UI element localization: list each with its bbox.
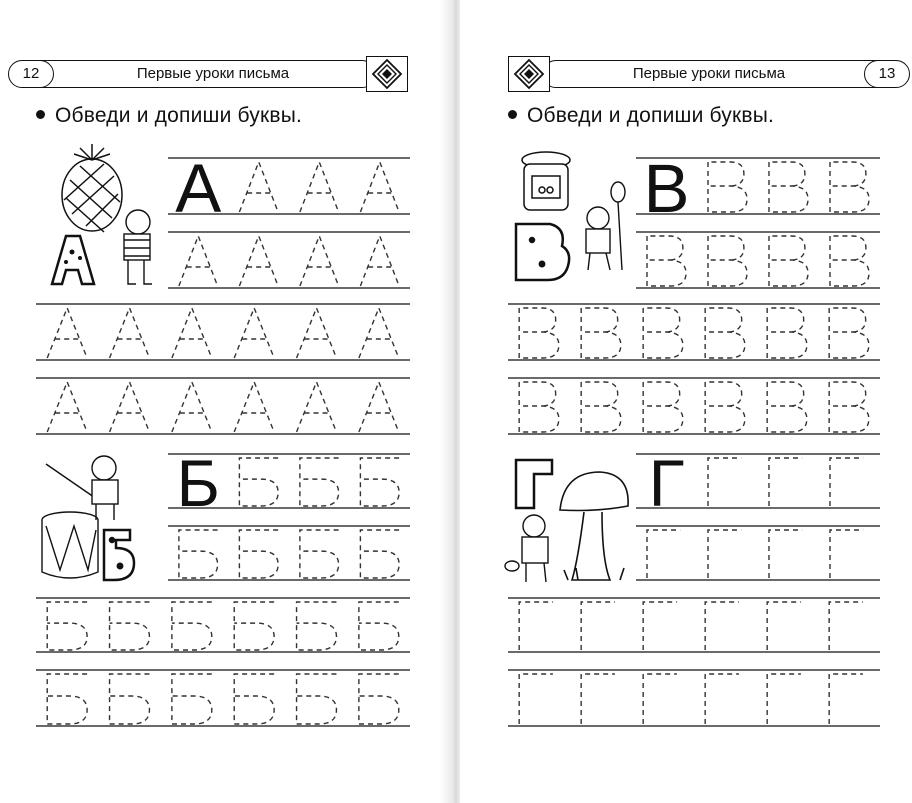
row-g-4	[508, 670, 880, 726]
trace-letter[interactable]	[829, 382, 869, 432]
trace-letter[interactable]	[239, 530, 278, 578]
trace-letter[interactable]	[581, 602, 615, 650]
trace-letter[interactable]	[708, 236, 747, 286]
sample-letter: В	[643, 150, 690, 227]
trace-letter[interactable]	[829, 674, 863, 724]
trace-letter[interactable]	[643, 674, 677, 724]
trace-letter[interactable]	[239, 458, 278, 506]
letter-g-decorative-icon	[516, 460, 552, 508]
trace-letter[interactable]	[360, 458, 399, 506]
trace-letter[interactable]	[234, 308, 274, 358]
trace-letter[interactable]	[767, 382, 807, 432]
row-g-1	[636, 447, 880, 521]
trace-letter[interactable]	[708, 162, 747, 212]
trace-letter[interactable]	[829, 308, 869, 358]
letter-v-g-worksheet	[460, 0, 912, 803]
trace-letter[interactable]	[519, 382, 559, 432]
trace-letter[interactable]	[110, 382, 150, 432]
spoon-boy-illustration	[586, 182, 625, 270]
trace-letter[interactable]	[581, 308, 621, 358]
trace-letter[interactable]	[47, 308, 87, 358]
trace-letter[interactable]	[359, 382, 399, 432]
trace-letter[interactable]	[519, 308, 559, 358]
trace-letter[interactable]	[239, 236, 278, 286]
trace-letter[interactable]	[705, 674, 739, 724]
sample-letter: Б	[176, 447, 220, 521]
trace-letter[interactable]	[359, 308, 399, 358]
trace-letter[interactable]	[643, 382, 683, 432]
trace-letter[interactable]	[172, 308, 212, 358]
trace-letter[interactable]	[172, 602, 212, 650]
trace-letter[interactable]	[239, 162, 278, 212]
trace-letter[interactable]	[359, 602, 399, 650]
trace-letter[interactable]	[830, 162, 869, 212]
trace-letter[interactable]	[830, 458, 863, 506]
rows-left	[36, 150, 410, 726]
trace-letter[interactable]	[581, 674, 615, 724]
trace-letter[interactable]	[830, 530, 863, 578]
sample-letter: Г	[648, 447, 685, 521]
row-b-3	[36, 598, 410, 652]
row-v-2	[636, 232, 880, 288]
trace-letter[interactable]	[297, 308, 337, 358]
trace-letter[interactable]	[769, 458, 802, 506]
trace-letter[interactable]	[767, 674, 801, 724]
row-b-1	[168, 447, 410, 521]
trace-letter[interactable]	[179, 236, 218, 286]
letter-v-decorative-icon	[516, 224, 569, 280]
trace-letter[interactable]	[830, 236, 869, 286]
page-number: 13	[864, 60, 910, 88]
trace-letter[interactable]	[360, 162, 399, 212]
trace-letter[interactable]	[234, 602, 274, 650]
row-v-3	[508, 304, 880, 360]
trace-letter[interactable]	[705, 382, 745, 432]
trace-letter[interactable]	[829, 602, 863, 650]
instruction-text: Обведи и допиши буквы.	[55, 104, 303, 127]
trace-letter[interactable]	[47, 674, 87, 724]
page-number: 12	[8, 60, 54, 88]
trace-letter[interactable]	[647, 236, 686, 286]
instruction-text: Обведи и допиши буквы.	[527, 104, 775, 127]
trace-letter[interactable]	[297, 674, 337, 724]
row-g-3	[508, 598, 880, 652]
trace-letter[interactable]	[179, 530, 218, 578]
trace-letter[interactable]	[769, 162, 808, 212]
basket-boy-illustration	[505, 515, 548, 582]
trace-letter[interactable]	[708, 458, 741, 506]
trace-letter[interactable]	[359, 674, 399, 724]
trace-letter[interactable]	[110, 674, 150, 724]
trace-letter[interactable]	[705, 602, 739, 650]
running-title: Первые уроки письма	[632, 65, 786, 82]
trace-letter[interactable]	[110, 602, 150, 650]
letter-a-decorative-icon	[52, 236, 94, 284]
trace-letter[interactable]	[519, 674, 553, 724]
left-page	[0, 0, 452, 803]
pineapple-illustration	[62, 144, 122, 232]
row-v-1	[636, 150, 880, 227]
trace-letter[interactable]	[769, 530, 802, 578]
trace-letter[interactable]	[643, 308, 683, 358]
running-title: Первые уроки письма	[136, 65, 290, 82]
trace-letter[interactable]	[643, 602, 677, 650]
trace-letter[interactable]	[581, 382, 621, 432]
trace-letter[interactable]	[708, 530, 741, 578]
trace-letter[interactable]	[47, 602, 87, 650]
row-v-4	[508, 378, 880, 434]
trace-letter[interactable]	[705, 308, 745, 358]
letter-b-decorative-icon	[104, 530, 134, 580]
mushroom-illustration	[560, 472, 628, 580]
trace-letter[interactable]	[300, 530, 339, 578]
drummer-boy-illustration	[92, 456, 118, 520]
trace-letter[interactable]	[767, 602, 801, 650]
trace-letter[interactable]	[360, 530, 399, 578]
sample-letter: А	[175, 150, 222, 227]
trace-letter[interactable]	[172, 382, 212, 432]
trace-letter[interactable]	[110, 308, 150, 358]
trace-letter[interactable]	[234, 674, 274, 724]
trace-letter[interactable]	[172, 674, 212, 724]
right-page	[460, 0, 912, 803]
trace-letter[interactable]	[360, 236, 399, 286]
row-b-4	[36, 670, 410, 726]
row-a-4	[36, 378, 410, 434]
letter-a-b-worksheet	[0, 0, 452, 803]
jam-jar-illustration	[522, 152, 570, 210]
row-g-2	[636, 526, 880, 580]
trace-letter[interactable]	[297, 382, 337, 432]
trace-letter[interactable]	[300, 236, 339, 286]
trace-letter[interactable]	[769, 236, 808, 286]
row-a-2	[168, 232, 410, 288]
trace-letter[interactable]	[297, 602, 337, 650]
trace-letter[interactable]	[519, 602, 553, 650]
trace-letter[interactable]	[647, 530, 680, 578]
trace-letter[interactable]	[767, 308, 807, 358]
row-b-2	[168, 526, 410, 580]
row-a-3	[36, 304, 410, 360]
row-a-1	[168, 150, 410, 227]
boy-illustration	[124, 210, 152, 284]
trace-letter[interactable]	[300, 458, 339, 506]
trace-letter[interactable]	[47, 382, 87, 432]
trace-letter[interactable]	[300, 162, 339, 212]
trace-letter[interactable]	[234, 382, 274, 432]
